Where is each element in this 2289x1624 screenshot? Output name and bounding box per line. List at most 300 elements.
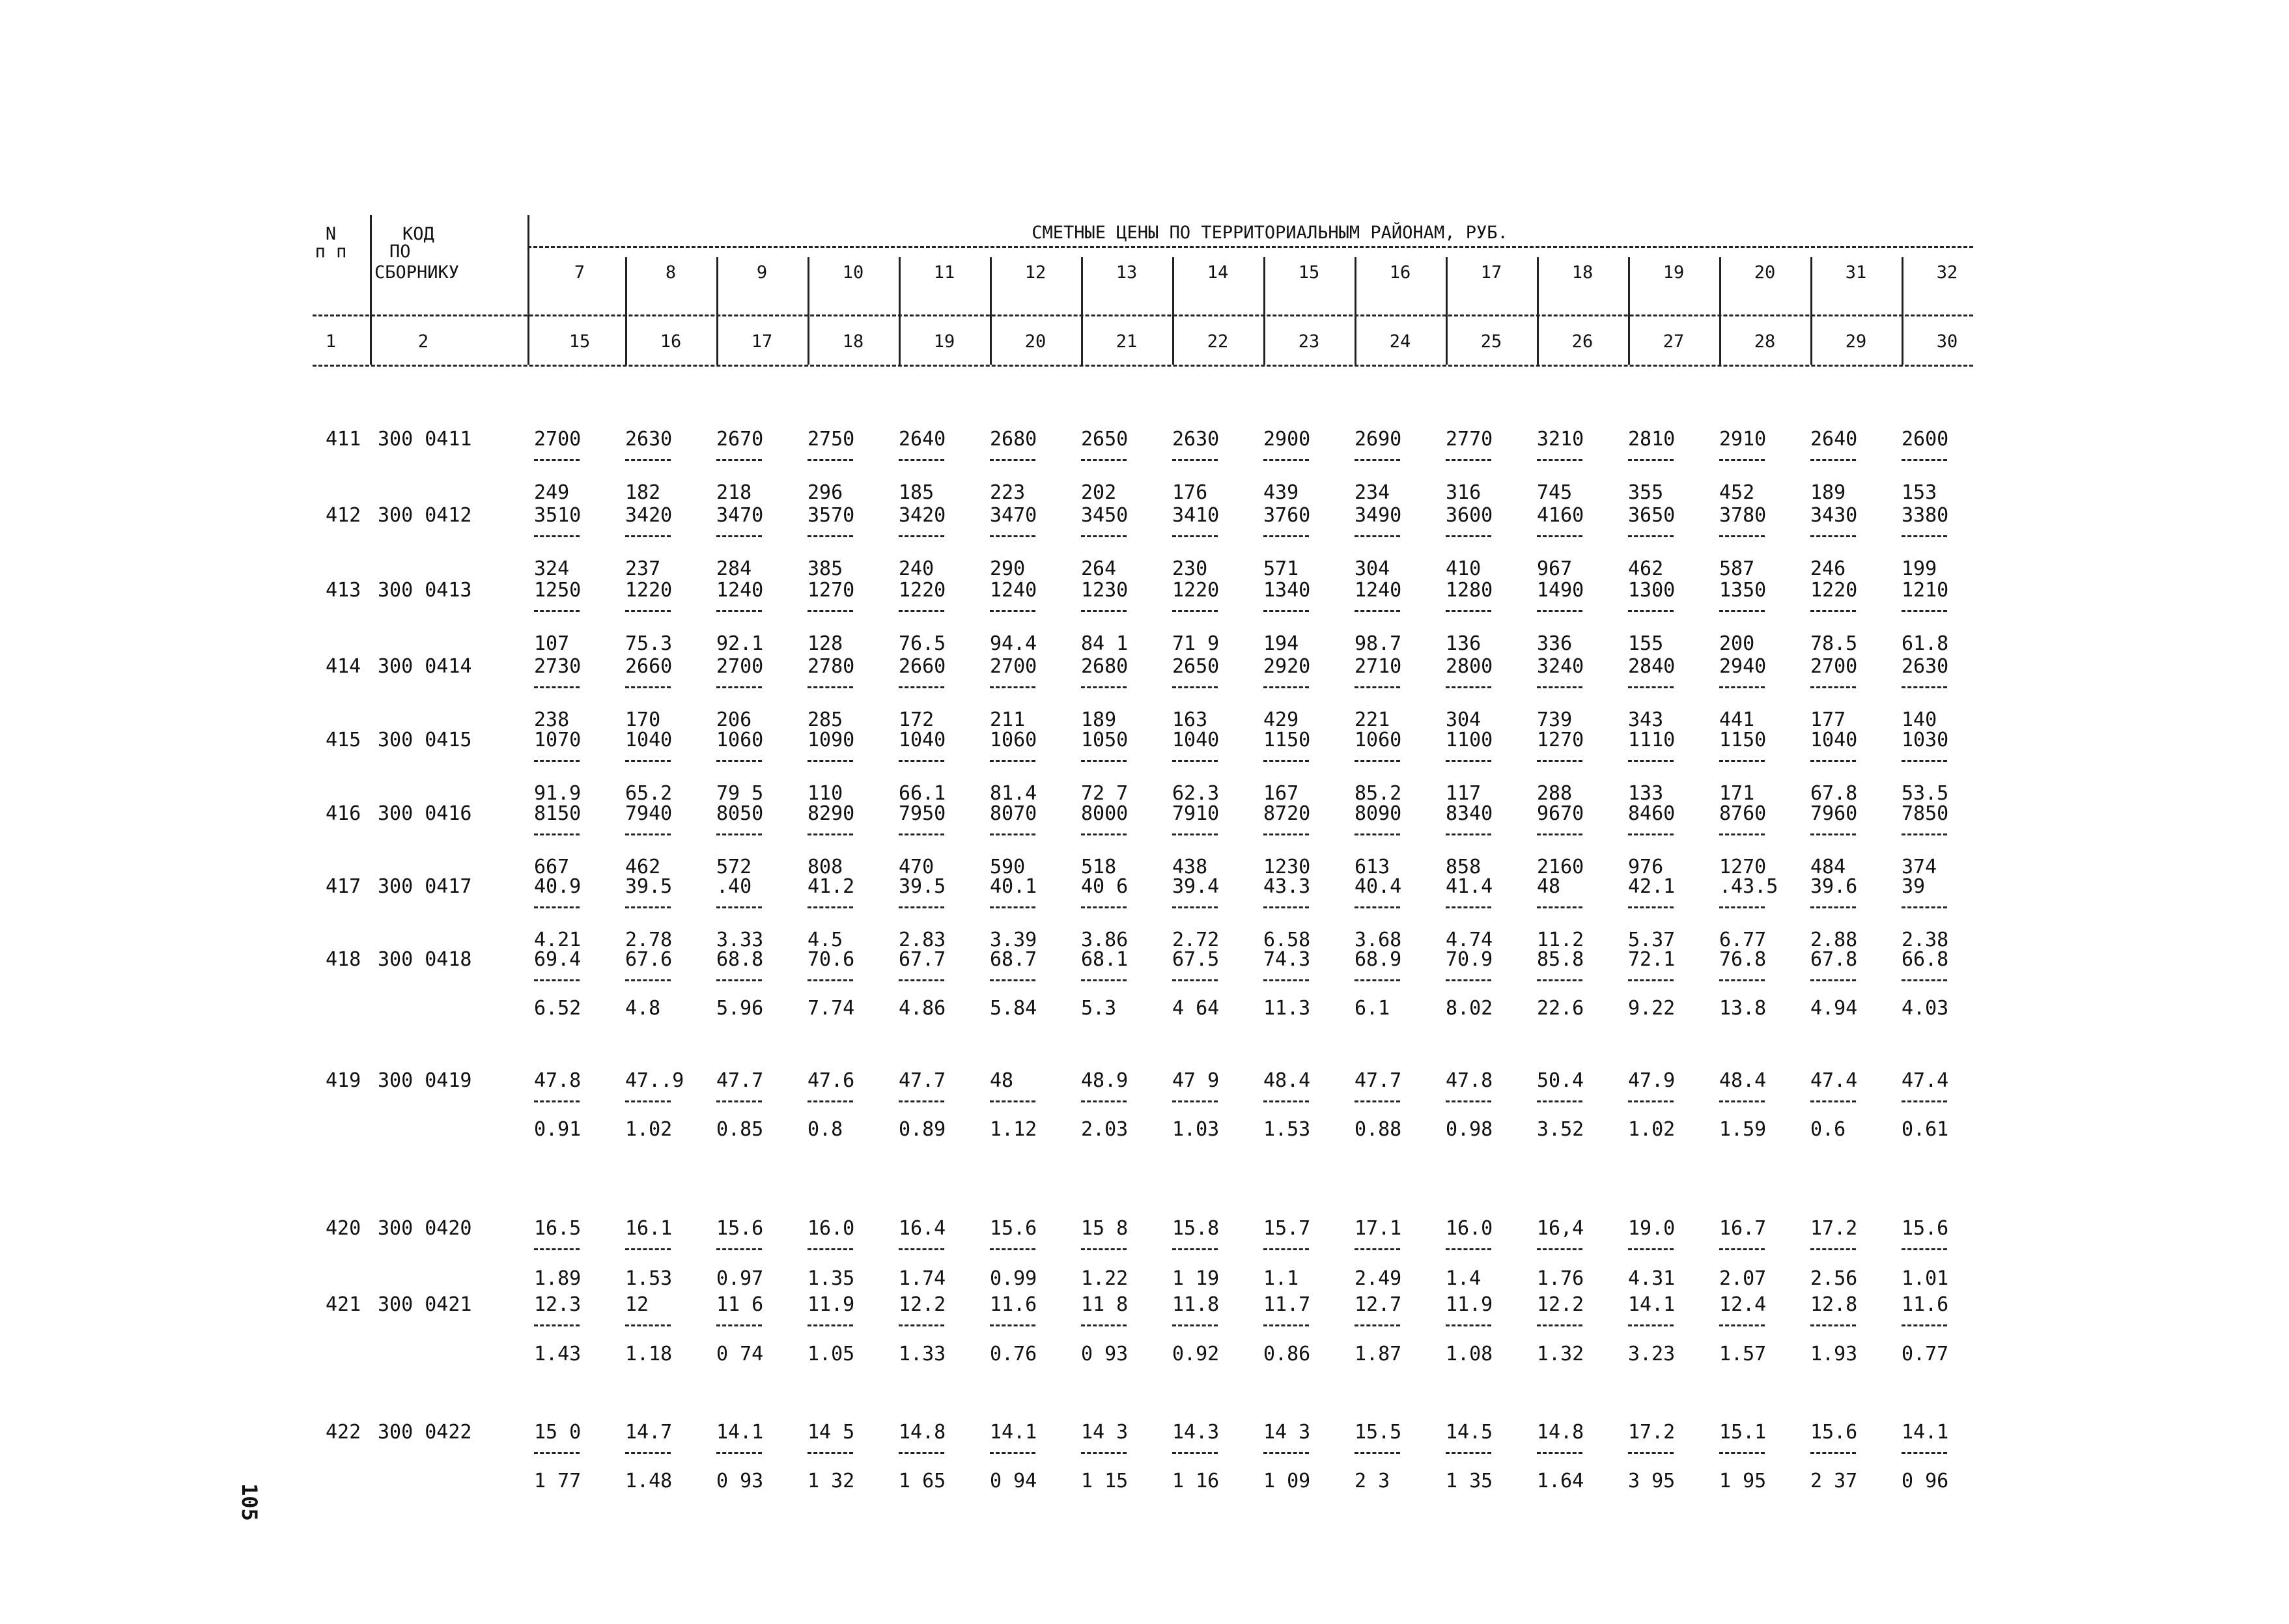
fraction-dash <box>1446 906 1491 908</box>
price-component-value: 67.8 <box>1810 782 1858 805</box>
price-value: 11 6 <box>716 1293 764 1316</box>
fraction-dash <box>1628 1324 1674 1326</box>
price-component-value: 0.8 <box>807 1118 843 1141</box>
price-value: 39.6 <box>1810 875 1858 898</box>
price-value: 1110 <box>1628 729 1676 751</box>
price-component-value: 613 <box>1355 856 1390 878</box>
price-value: 2940 <box>1719 655 1767 678</box>
price-value: 8000 <box>1081 802 1129 825</box>
price-component-value: 438 <box>1172 856 1208 878</box>
price-value: 15 0 <box>534 1421 582 1444</box>
price-value: 3470 <box>990 504 1037 527</box>
price-component-value: 92.1 <box>716 632 764 655</box>
price-component-value: 452 <box>1719 481 1755 504</box>
price-component-value: 230 <box>1172 557 1208 580</box>
price-value: 47.8 <box>534 1069 582 1092</box>
price-value: 9670 <box>1537 802 1584 825</box>
price-component-value: 22.6 <box>1537 997 1584 1020</box>
price-component-value: 1.02 <box>1628 1118 1676 1141</box>
fraction-dash <box>716 1452 762 1454</box>
fraction-dash <box>716 1248 762 1250</box>
price-value: 2660 <box>625 655 673 678</box>
price-component-value: 1.74 <box>899 1267 946 1290</box>
price-value: 15.8 <box>1172 1217 1220 1240</box>
price-component-value: 1.59 <box>1719 1118 1767 1141</box>
fraction-dash <box>534 535 580 537</box>
price-value: 48.4 <box>1263 1069 1311 1092</box>
price-component-value: 285 <box>807 708 843 731</box>
header-region-7: 7 <box>574 262 585 283</box>
price-value: 3210 <box>1537 428 1584 451</box>
price-component-value: 3.86 <box>1081 929 1129 951</box>
row-number: 421 <box>326 1293 361 1316</box>
fraction-dash <box>1628 686 1674 688</box>
price-component-value: 133 <box>1628 782 1664 805</box>
fraction-dash <box>1081 1248 1127 1250</box>
fraction-dash <box>1172 1248 1218 1250</box>
header-region-10: 10 <box>842 262 864 283</box>
price-component-value: 1.43 <box>534 1343 582 1365</box>
price-component-value: 1270 <box>1719 856 1767 878</box>
fraction-dash <box>1446 535 1491 537</box>
header-col-index: 24 <box>1389 331 1411 352</box>
price-component-value: 2.56 <box>1810 1267 1858 1290</box>
fraction-dash <box>1172 1324 1218 1326</box>
price-component-value: 374 <box>1902 856 1937 878</box>
fraction-dash <box>899 610 944 612</box>
fraction-dash <box>990 459 1035 461</box>
header-group-title: СМЕТНЫЕ ЦЕНЫ ПО ТЕРРИТОРИАЛЬНЫМ РАЙОНАМ, РУБ. <box>1032 223 1508 243</box>
row-number: 415 <box>326 729 361 751</box>
header-bar-region <box>1810 257 1812 365</box>
price-component-value: 343 <box>1628 708 1664 731</box>
price-value: 39.5 <box>625 875 673 898</box>
price-value: 2810 <box>1628 428 1676 451</box>
fraction-dash <box>1537 686 1582 688</box>
price-value: 68.1 <box>1081 948 1129 971</box>
fraction-dash <box>625 906 671 908</box>
price-component-value: 78.5 <box>1810 632 1858 655</box>
price-component-value: 1.57 <box>1719 1343 1767 1365</box>
header-index-1: 1 <box>325 331 337 352</box>
fraction-dash <box>1446 760 1491 762</box>
price-component-value: 0.77 <box>1902 1343 1949 1365</box>
price-value: 67.7 <box>899 948 946 971</box>
price-value: 2630 <box>1172 428 1220 451</box>
price-value: 8720 <box>1263 802 1311 825</box>
fraction-dash <box>716 906 762 908</box>
header-col-index: 27 <box>1663 331 1685 352</box>
price-component-value: 249 <box>534 481 570 504</box>
price-component-value: 590 <box>990 856 1026 878</box>
fraction-dash <box>1719 906 1765 908</box>
fraction-dash <box>1719 833 1765 835</box>
price-component-value: 304 <box>1446 708 1482 731</box>
fraction-dash <box>1081 686 1127 688</box>
price-value: 50.4 <box>1537 1069 1584 1092</box>
fraction-dash <box>990 906 1035 908</box>
header-region-9: 9 <box>756 262 768 283</box>
price-value: 3650 <box>1628 504 1676 527</box>
row-code: 300 0412 <box>378 504 472 527</box>
price-value: 2840 <box>1628 655 1676 678</box>
price-value: 1030 <box>1902 729 1949 751</box>
price-component-value: 0.92 <box>1172 1343 1220 1365</box>
fraction-dash <box>899 1324 944 1326</box>
price-value: 8050 <box>716 802 764 825</box>
price-component-value: 98.7 <box>1355 632 1402 655</box>
price-value: 8090 <box>1355 802 1402 825</box>
fraction-dash <box>1628 535 1674 537</box>
fraction-dash <box>1081 459 1127 461</box>
fraction-dash <box>1537 760 1582 762</box>
price-value: 70.9 <box>1446 948 1493 971</box>
price-component-value: 0 94 <box>990 1470 1037 1492</box>
fraction-dash <box>1537 459 1582 461</box>
price-value: 2710 <box>1355 655 1402 678</box>
fraction-dash <box>1628 1248 1674 1250</box>
price-value: 16.0 <box>807 1217 855 1240</box>
price-component-value: 571 <box>1263 557 1299 580</box>
row-code: 300 0418 <box>378 948 472 971</box>
fraction-dash <box>1446 979 1491 981</box>
price-component-value: 1 19 <box>1172 1267 1220 1290</box>
price-value: 1150 <box>1263 729 1311 751</box>
header-col-index: 26 <box>1571 331 1594 352</box>
row-number: 420 <box>326 1217 361 1240</box>
fraction-dash <box>807 459 853 461</box>
price-component-value: 2160 <box>1537 856 1584 878</box>
price-value: .40 <box>716 875 752 898</box>
fraction-dash <box>990 833 1035 835</box>
price-component-value: 155 <box>1628 632 1664 655</box>
fraction-dash <box>1355 686 1400 688</box>
fraction-dash <box>534 459 580 461</box>
price-value: 8460 <box>1628 802 1676 825</box>
fraction-dash <box>1719 979 1765 981</box>
price-value: 41.2 <box>807 875 855 898</box>
fraction-dash <box>1172 906 1218 908</box>
fraction-dash <box>1719 610 1765 612</box>
header-region-20: 20 <box>1754 262 1776 283</box>
fraction-dash <box>899 1100 944 1102</box>
fraction-dash <box>1902 459 1947 461</box>
fraction-dash <box>534 833 580 835</box>
fraction-dash <box>534 1324 580 1326</box>
header-bar-region <box>1537 257 1539 365</box>
price-value: 47.7 <box>1355 1069 1402 1092</box>
price-value: 12.7 <box>1355 1293 1402 1316</box>
price-value: 3780 <box>1719 504 1767 527</box>
price-value: 2660 <box>899 655 946 678</box>
fraction-dash <box>807 686 853 688</box>
price-component-value: 739 <box>1537 708 1573 731</box>
fraction-dash <box>1902 833 1947 835</box>
price-component-value: 1.48 <box>625 1470 673 1492</box>
header-region-8: 8 <box>665 262 677 283</box>
price-value: 16.7 <box>1719 1217 1767 1240</box>
price-value: 48.4 <box>1719 1069 1767 1092</box>
header-col-index: 23 <box>1298 331 1320 352</box>
price-value: 1230 <box>1081 579 1129 602</box>
fraction-dash <box>1902 1248 1947 1250</box>
row-number: 417 <box>326 875 361 898</box>
price-component-value: 246 <box>1810 557 1846 580</box>
price-component-value: 3.39 <box>990 929 1037 951</box>
fraction-dash <box>1172 610 1218 612</box>
fraction-dash <box>899 906 944 908</box>
price-component-value: 2.49 <box>1355 1267 1402 1290</box>
fraction-dash <box>1172 535 1218 537</box>
fraction-dash <box>1537 1248 1582 1250</box>
price-component-value: 1.93 <box>1810 1343 1858 1365</box>
header-region-19: 19 <box>1663 262 1685 283</box>
price-value: 17.2 <box>1628 1421 1676 1444</box>
price-value: 47..9 <box>625 1069 684 1092</box>
price-value: 1210 <box>1902 579 1949 602</box>
fraction-dash <box>625 979 671 981</box>
price-value: 1270 <box>807 579 855 602</box>
price-value: 14.7 <box>625 1421 673 1444</box>
price-value: 12.4 <box>1719 1293 1767 1316</box>
fraction-dash <box>1355 1452 1400 1454</box>
price-value: 2700 <box>534 428 582 451</box>
price-component-value: 0.76 <box>990 1343 1037 1365</box>
price-component-value: 3.33 <box>716 929 764 951</box>
price-component-value: 462 <box>1628 557 1664 580</box>
header-region-14: 14 <box>1207 262 1229 283</box>
header-col-index: 21 <box>1116 331 1138 352</box>
price-component-value: 72 7 <box>1081 782 1129 805</box>
price-value: 85.8 <box>1537 948 1584 971</box>
fraction-dash <box>1810 459 1856 461</box>
price-component-value: 110 <box>807 782 843 805</box>
price-component-value: 5.96 <box>716 997 764 1020</box>
price-value: 3470 <box>716 504 764 527</box>
header-col-index: 25 <box>1480 331 1502 352</box>
price-value: 16.4 <box>899 1217 946 1240</box>
header-region-31: 31 <box>1845 262 1867 283</box>
fraction-dash <box>716 833 762 835</box>
price-value: 1040 <box>1172 729 1220 751</box>
header-bar-region <box>1719 257 1721 365</box>
fraction-dash <box>716 760 762 762</box>
price-value: 2700 <box>1810 655 1858 678</box>
header-region-13: 13 <box>1116 262 1138 283</box>
fraction-dash <box>1902 1324 1947 1326</box>
price-component-value: 1.35 <box>807 1267 855 1290</box>
price-component-value: 71 9 <box>1172 632 1220 655</box>
fraction-dash <box>899 833 944 835</box>
fraction-dash <box>807 535 853 537</box>
price-value: 12.3 <box>534 1293 582 1316</box>
price-component-value: 288 <box>1537 782 1573 805</box>
price-value: 1040 <box>899 729 946 751</box>
fraction-dash <box>1719 1100 1765 1102</box>
price-value: 2630 <box>1902 655 1949 678</box>
price-component-value: 6.1 <box>1355 997 1390 1020</box>
price-value: 12 <box>625 1293 649 1316</box>
row-code: 300 0416 <box>378 802 472 825</box>
price-value: 14 5 <box>807 1421 855 1444</box>
price-component-value: 238 <box>534 708 570 731</box>
price-component-value: 2.03 <box>1081 1118 1129 1141</box>
price-value: 1270 <box>1537 729 1584 751</box>
price-component-value: 1230 <box>1263 856 1311 878</box>
price-component-value: 2.72 <box>1172 929 1220 951</box>
fraction-dash <box>990 979 1035 981</box>
header-bar-region <box>807 257 809 365</box>
fraction-dash <box>1902 1452 1947 1454</box>
price-component-value: 304 <box>1355 557 1390 580</box>
fraction-dash <box>1263 1324 1309 1326</box>
price-component-value: 0 93 <box>1081 1343 1129 1365</box>
price-component-value: 171 <box>1719 782 1755 805</box>
price-component-value: 5.3 <box>1081 997 1117 1020</box>
fraction-dash <box>807 833 853 835</box>
price-component-value: 128 <box>807 632 843 655</box>
price-value: 3450 <box>1081 504 1129 527</box>
header-index-2: 2 <box>417 331 429 352</box>
price-value: 1060 <box>990 729 1037 751</box>
price-component-value: 1.08 <box>1446 1343 1493 1365</box>
fraction-dash <box>1081 1324 1127 1326</box>
fraction-dash <box>990 686 1035 688</box>
fraction-dash <box>1719 760 1765 762</box>
price-value: 48 <box>990 1069 1014 1092</box>
fraction-dash <box>1719 686 1765 688</box>
fraction-dash <box>716 1324 762 1326</box>
price-value: 12.2 <box>899 1293 946 1316</box>
fraction-dash <box>534 906 580 908</box>
price-component-value: 1.02 <box>625 1118 673 1141</box>
price-component-value: 2.88 <box>1810 929 1858 951</box>
price-value: 7940 <box>625 802 673 825</box>
price-value: 47.7 <box>716 1069 764 1092</box>
fraction-dash <box>1810 1324 1856 1326</box>
price-value: 2770 <box>1446 428 1493 451</box>
price-value: 14.1 <box>990 1421 1037 1444</box>
price-value: 8340 <box>1446 802 1493 825</box>
price-component-value: 0.86 <box>1263 1343 1311 1365</box>
price-component-value: 2 3 <box>1355 1470 1390 1492</box>
header-col-index: 28 <box>1754 331 1776 352</box>
fraction-dash <box>1446 833 1491 835</box>
price-component-value: 0.6 <box>1810 1118 1846 1141</box>
price-component-value: 284 <box>716 557 752 580</box>
price-value: 8760 <box>1719 802 1767 825</box>
header-bar-region <box>1902 257 1903 365</box>
price-value: 15.6 <box>716 1217 764 1240</box>
price-value: 12.8 <box>1810 1293 1858 1316</box>
price-component-value: 4.31 <box>1628 1267 1676 1290</box>
fraction-dash <box>1628 760 1674 762</box>
fraction-dash <box>1537 1324 1582 1326</box>
fraction-dash <box>1628 1452 1674 1454</box>
fraction-dash <box>1719 535 1765 537</box>
fraction-dash <box>1263 535 1309 537</box>
price-value: 43.3 <box>1263 875 1311 898</box>
fraction-dash <box>1628 459 1674 461</box>
row-number: 411 <box>326 428 361 451</box>
price-component-value: 6.77 <box>1719 929 1767 951</box>
header-region-17: 17 <box>1480 262 1502 283</box>
price-component-value: 76.5 <box>899 632 946 655</box>
price-component-value: 6.58 <box>1263 929 1311 951</box>
price-value: 47.8 <box>1446 1069 1493 1092</box>
fraction-dash <box>1081 833 1127 835</box>
fraction-dash <box>716 459 762 461</box>
header-region-15: 15 <box>1298 262 1320 283</box>
price-component-value: 2.38 <box>1902 929 1949 951</box>
header-col-index: 22 <box>1207 331 1229 352</box>
price-component-value: 667 <box>534 856 570 878</box>
price-component-value: 189 <box>1810 481 1846 504</box>
price-value: 3600 <box>1446 504 1493 527</box>
row-number: 414 <box>326 655 361 678</box>
price-value: 14.1 <box>1902 1421 1949 1444</box>
price-value: 39 <box>1902 875 1926 898</box>
price-value: 2680 <box>990 428 1037 451</box>
price-component-value: 234 <box>1355 481 1390 504</box>
fraction-dash <box>1902 610 1947 612</box>
price-component-value: 0.85 <box>716 1118 764 1141</box>
fraction-dash <box>1172 459 1218 461</box>
price-value: 47.9 <box>1628 1069 1676 1092</box>
price-component-value: 4.94 <box>1810 997 1858 1020</box>
price-component-value: 84 1 <box>1081 632 1129 655</box>
price-value: 1060 <box>716 729 764 751</box>
fraction-dash <box>1263 833 1309 835</box>
price-component-value: 218 <box>716 481 752 504</box>
fraction-dash <box>534 979 580 981</box>
fraction-dash <box>1537 1100 1582 1102</box>
header-pp: п п <box>315 242 347 262</box>
price-component-value: 1 35 <box>1446 1470 1493 1492</box>
fraction-dash <box>1263 1248 1309 1250</box>
fraction-dash <box>716 979 762 981</box>
price-value: 14.1 <box>716 1421 764 1444</box>
fraction-dash <box>1810 1100 1856 1102</box>
price-component-value: 167 <box>1263 782 1299 805</box>
price-value: 3240 <box>1537 655 1584 678</box>
price-component-value: 221 <box>1355 708 1390 731</box>
price-value: 2700 <box>716 655 764 678</box>
price-component-value: 9.22 <box>1628 997 1676 1020</box>
fraction-dash <box>990 1100 1035 1102</box>
price-value: 8290 <box>807 802 855 825</box>
price-component-value: 0.91 <box>534 1118 582 1141</box>
price-value: 1220 <box>1810 579 1858 602</box>
price-value: 15.1 <box>1719 1421 1767 1444</box>
price-component-value: 3.23 <box>1628 1343 1676 1365</box>
price-value: 66.8 <box>1902 948 1949 971</box>
price-component-value: 4.8 <box>625 997 661 1020</box>
price-value: 19.0 <box>1628 1217 1676 1240</box>
price-value: 1240 <box>716 579 764 602</box>
fraction-dash <box>1902 979 1947 981</box>
price-value: 76.8 <box>1719 948 1767 971</box>
price-value: 11.9 <box>1446 1293 1493 1316</box>
header-col-index: 29 <box>1845 331 1867 352</box>
row-code: 300 0413 <box>378 579 472 602</box>
price-value: 1060 <box>1355 729 1402 751</box>
price-component-value: 11.2 <box>1537 929 1584 951</box>
price-component-value: 189 <box>1081 708 1117 731</box>
price-component-value: 240 <box>899 557 934 580</box>
fraction-dash <box>807 760 853 762</box>
price-value: 47.4 <box>1810 1069 1858 1092</box>
